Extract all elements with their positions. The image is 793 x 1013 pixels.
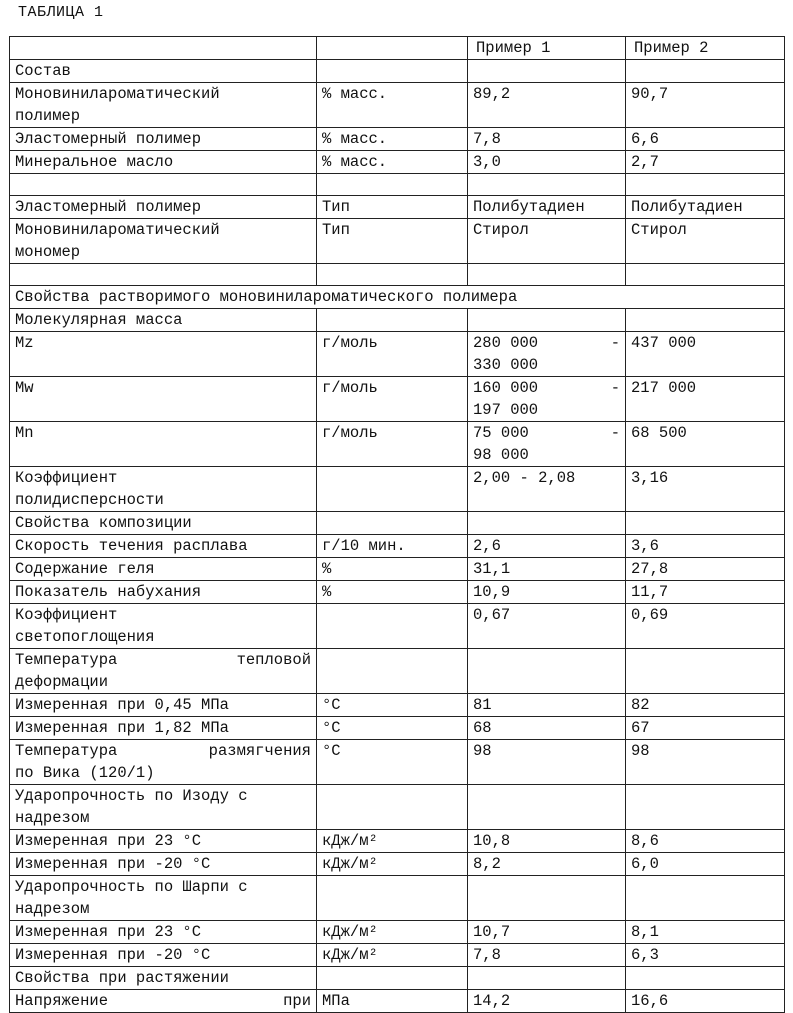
table-row (10, 219, 785, 264)
row-value-ex2: 68 500 (626, 422, 785, 467)
row-unit: кДж/м² (317, 944, 468, 967)
row-value-ex2: 0,69 (626, 604, 785, 649)
table-caption: ТАБЛИЦА 1 (18, 4, 104, 21)
range-low: 280 000 (473, 334, 539, 352)
row-name: Mz (10, 332, 317, 377)
row-value-ex1: 10,8 (468, 830, 626, 853)
table-row (10, 921, 785, 944)
section-row (10, 785, 785, 830)
heading-line: надрезом (15, 809, 90, 827)
row-value-ex2: 98 (626, 740, 785, 785)
row-name: Эластомерный полимер (10, 128, 317, 151)
row-value-ex2: 437 000 (626, 332, 785, 377)
range-low: 160 000 (473, 379, 539, 397)
table-row (10, 467, 785, 512)
row-name: Измеренная при 23 °C (10, 921, 317, 944)
range-high: 330 000 (473, 356, 539, 374)
row-value-ex2: Стирол (626, 219, 785, 264)
row-name-word: Напряжение (15, 992, 109, 1010)
table-row (10, 853, 785, 876)
range-high: 98 000 (473, 446, 529, 464)
section-row (10, 309, 785, 332)
row-name-line: полимер (15, 107, 81, 125)
row-value-ex1: 10,9 (468, 581, 626, 604)
row-unit: °C (317, 740, 468, 785)
row-name: Измеренная при 1,82 МПа (10, 717, 317, 740)
header-cell (10, 37, 317, 60)
row-name-line: Коэффициент (15, 469, 118, 487)
table-row (10, 377, 785, 422)
row-name-word: Температура (15, 742, 118, 760)
table-row (10, 990, 785, 1013)
row-value-ex2: 3,16 (626, 467, 785, 512)
row-name (10, 83, 317, 128)
range-dash: - (610, 379, 620, 397)
row-name: Mn (10, 422, 317, 467)
row-value-ex1: 98 (468, 740, 626, 785)
row-value-ex1: 2,6 (468, 535, 626, 558)
table-row (10, 604, 785, 649)
row-value-ex1: Стирол (468, 219, 626, 264)
row-name-word: при (283, 992, 311, 1010)
section-title-heat-deflection (10, 649, 317, 694)
row-value-ex2: 82 (626, 694, 785, 717)
row-value-ex1: 7,8 (468, 944, 626, 967)
heading-word: Температура (15, 651, 118, 669)
row-unit: г/10 мин. (317, 535, 468, 558)
table-row (10, 694, 785, 717)
row-name (10, 219, 317, 264)
row-name: Измеренная при 0,45 МПа (10, 694, 317, 717)
section-subtitle-molar-mass: Молекулярная масса (10, 309, 317, 332)
table-row (10, 581, 785, 604)
row-name: Измеренная при 23 °C (10, 830, 317, 853)
section-row (10, 876, 785, 921)
row-name (10, 990, 317, 1013)
row-value-ex2: 11,7 (626, 581, 785, 604)
heading-line: Ударопрочность по Шарпи с (15, 878, 248, 896)
table-row (10, 717, 785, 740)
row-unit: кДж/м² (317, 853, 468, 876)
row-unit: Тип (317, 196, 468, 219)
header-example-2: Пример 2 (626, 37, 785, 60)
table-row (10, 128, 785, 151)
section-title-tensile: Свойства при растяжении (10, 967, 317, 990)
table-row (10, 422, 785, 467)
row-name-word: размягчения (208, 742, 311, 760)
row-value-ex1: 14,2 (468, 990, 626, 1013)
row-value-ex2: 3,6 (626, 535, 785, 558)
section-title-composition-props: Свойства композиции (10, 512, 317, 535)
row-unit: % масс. (317, 83, 468, 128)
row-unit: % масс. (317, 151, 468, 174)
row-value-ex2: 6,3 (626, 944, 785, 967)
row-unit: кДж/м² (317, 921, 468, 944)
blank-row (10, 174, 785, 196)
row-unit: г/моль (317, 377, 468, 422)
row-name: Содержание геля (10, 558, 317, 581)
table-row (10, 944, 785, 967)
row-value-ex1: 68 (468, 717, 626, 740)
row-name-line: светопоглощения (15, 628, 155, 646)
row-value-ex2: 8,6 (626, 830, 785, 853)
row-value-ex1 (468, 332, 626, 377)
row-value-ex1: 3,0 (468, 151, 626, 174)
row-name-line: мономер (15, 243, 81, 261)
section-row (10, 649, 785, 694)
row-value-ex2: 8,1 (626, 921, 785, 944)
row-name-line: полидисперсности (15, 491, 164, 509)
row-unit: кДж/м² (317, 830, 468, 853)
row-name (10, 604, 317, 649)
row-name: Скорость течения расплава (10, 535, 317, 558)
row-name: Mw (10, 377, 317, 422)
header-cell (317, 37, 468, 60)
header-example-1: Пример 1 (468, 37, 626, 60)
row-value-ex2: 67 (626, 717, 785, 740)
section-title-izod (10, 785, 317, 830)
row-value-ex2: 217 000 (626, 377, 785, 422)
row-unit: г/моль (317, 332, 468, 377)
row-unit (317, 604, 468, 649)
blank-row (10, 264, 785, 286)
section-title-composition: Состав (10, 60, 317, 83)
row-value-ex2: 16,6 (626, 990, 785, 1013)
row-name: Показатель набухания (10, 581, 317, 604)
row-unit: °C (317, 717, 468, 740)
row-name: Эластомерный полимер (10, 196, 317, 219)
row-name-line: Моновинилароматический (15, 221, 220, 239)
table-row (10, 83, 785, 128)
row-name (10, 740, 317, 785)
range-low: 75 000 (473, 424, 529, 442)
row-value-ex2: Полибутадиен (626, 196, 785, 219)
section-title-polymer-props: Свойства растворимого моновинилароматического полимера (10, 286, 785, 309)
row-unit: % (317, 558, 468, 581)
row-name-line: по Вика (120/1) (15, 764, 155, 782)
range-high: 197 000 (473, 401, 539, 419)
row-value-ex2: 6,0 (626, 853, 785, 876)
row-name: Измеренная при -20 °C (10, 853, 317, 876)
row-value-ex1: 31,1 (468, 558, 626, 581)
row-value-ex1: 10,7 (468, 921, 626, 944)
section-row (10, 286, 785, 309)
section-row (10, 512, 785, 535)
row-value-ex1: 2,00 - 2,08 (468, 467, 626, 512)
row-value-ex2: 27,8 (626, 558, 785, 581)
row-value-ex1 (468, 422, 626, 467)
row-unit: °C (317, 694, 468, 717)
table-row (10, 740, 785, 785)
row-value-ex2: 90,7 (626, 83, 785, 128)
row-value-ex1: 8,2 (468, 853, 626, 876)
row-name (10, 467, 317, 512)
table-row (10, 151, 785, 174)
heading-word: деформации (15, 673, 109, 691)
row-value-ex1: 89,2 (468, 83, 626, 128)
data-table (9, 36, 785, 1013)
table-row (10, 830, 785, 853)
section-row (10, 60, 785, 83)
row-unit: % (317, 581, 468, 604)
section-row (10, 967, 785, 990)
row-name: Измеренная при -20 °C (10, 944, 317, 967)
table-row (10, 196, 785, 219)
row-value-ex1: Полибутадиен (468, 196, 626, 219)
range-dash: - (610, 334, 620, 352)
heading-line: надрезом (15, 900, 90, 918)
row-unit: % масс. (317, 128, 468, 151)
row-value-ex1 (468, 377, 626, 422)
row-name-line: Коэффициент (15, 606, 118, 624)
row-unit: МПа (317, 990, 468, 1013)
row-value-ex2: 6,6 (626, 128, 785, 151)
row-value-ex1: 81 (468, 694, 626, 717)
row-unit: Тип (317, 219, 468, 264)
table-row (10, 535, 785, 558)
heading-line: Ударопрочность по Изоду с (15, 787, 248, 805)
row-value-ex1: 7,8 (468, 128, 626, 151)
section-title-charpy (10, 876, 317, 921)
table-row (10, 558, 785, 581)
row-name-line: Моновинилароматический (15, 85, 220, 103)
row-name: Минеральное масло (10, 151, 317, 174)
row-unit (317, 467, 468, 512)
heading-word: тепловой (236, 651, 311, 669)
row-value-ex2: 2,7 (626, 151, 785, 174)
table-row (10, 332, 785, 377)
row-value-ex1: 0,67 (468, 604, 626, 649)
row-unit: г/моль (317, 422, 468, 467)
header-row (10, 37, 785, 60)
range-dash: - (610, 424, 620, 442)
